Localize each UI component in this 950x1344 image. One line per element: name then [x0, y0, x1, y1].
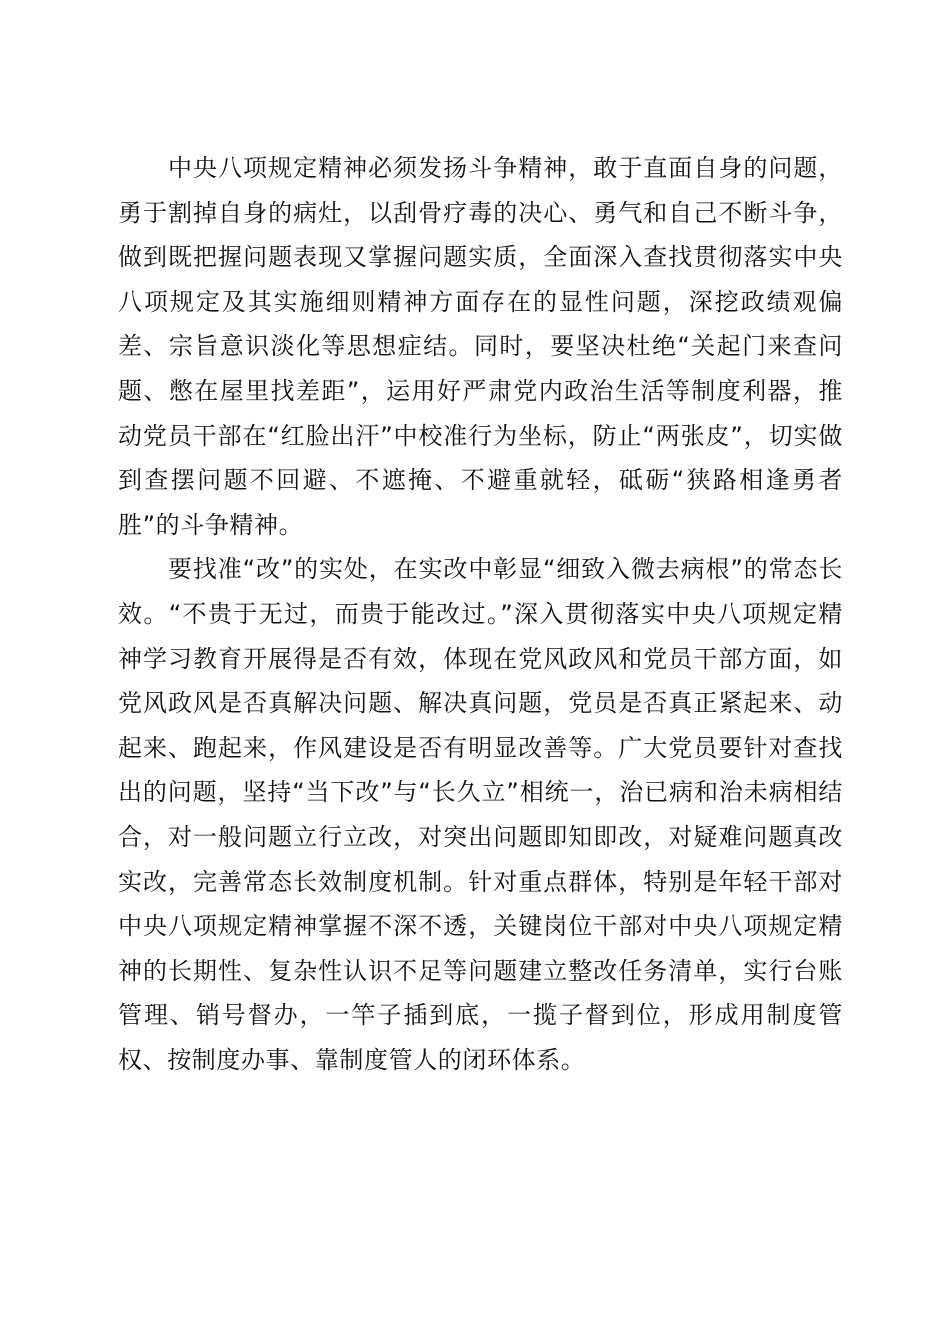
paragraph-2: 要找准“改”的实处，在实改中彰显“细致入微去病根”的常态长效。“不贵于无过，而贵于能改过。”深入贯彻落实中央八项规定精神学习教育开展得是否有效，体现在党风政风和党员干部方面，如党风政风是否真解决问题、解决真问题，党员是否真正紧起来、动起来、跑起来，作风建设是否有明显改善等。广大党员要针对查找出的问题，坚持“当下改”与“长久立”相统一，治已病和治未病相结合，对一般问题立行立改，对突出问题即知即改，对疑难问题真改实改，完善常态长效制度机制。针对重点群体，特别是年轻干部对中央八项规定精神掌握不深不透，关键岗位干部对中央八项规定精神的长期性、复杂性认识不足等问题建立整改任务清单，实行台账管理、销号督办，一竿子插到底，一揽子督到位，形成用制度管权、按制度办事、靠制度管人的闭环体系。 [118, 555, 843, 1074]
body-text [118, 146, 843, 1082]
paragraph-1: 中央八项规定精神必须发扬斗争精神，敢于直面自身的问题，勇于割掉自身的病灶，以刮骨疗毒的决心、勇气和自己不断斗争，做到既把握问题表现又掌握问题实质，全面深入查找贯彻落实中央八项规定及其实施细则精神方面存在的显性问题，深挖政绩观偏差、宗旨意识淡化等思想症结。同时，要坚决杜绝“关起门来查问题、憋在屋里找差距”，运用好严肃党内政治生活等制度利器，推动党员干部在“红脸出汗”中校准行为坐标，防止“两张皮”，切实做到查摆问题不回避、不遮掩、不避重就轻，砥砺“狭路相逢勇者胜”的斗争精神。 [118, 154, 843, 539]
